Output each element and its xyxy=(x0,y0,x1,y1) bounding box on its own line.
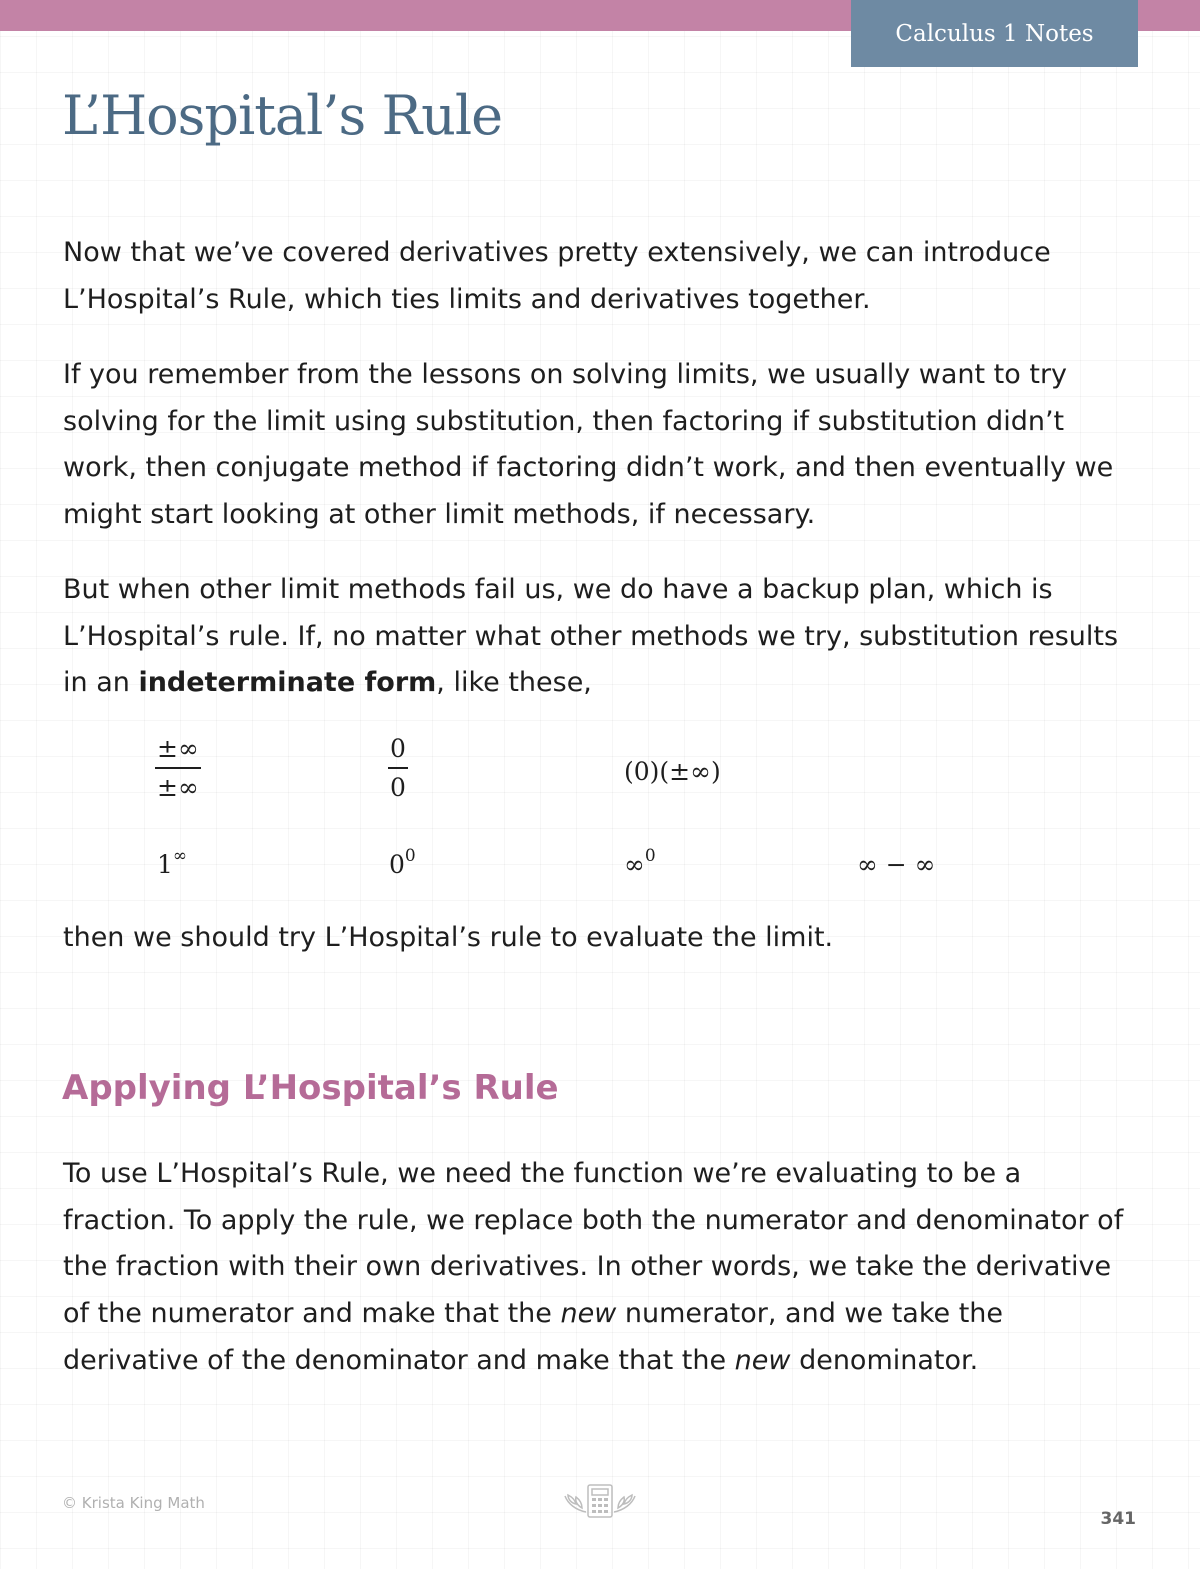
fraction-denominator: 0 xyxy=(388,767,408,802)
form-infinity-over-infinity xyxy=(155,734,201,802)
header-banner: Calculus 1 Notes xyxy=(851,0,1138,67)
page-title: L’Hospital’s Rule xyxy=(62,84,503,147)
p3-text-after: , like these, xyxy=(436,667,592,699)
fraction-numerator: ±∞ xyxy=(157,734,199,763)
power-exponent: 0 xyxy=(644,846,656,866)
emphasis-new-2: new xyxy=(734,1344,791,1376)
fraction-numerator: 0 xyxy=(390,734,406,763)
power-base: 0 xyxy=(389,850,405,879)
indeterminate-form-term: indeterminate form xyxy=(138,667,437,699)
form-infinity-minus-infinity: ∞ − ∞ xyxy=(857,850,936,879)
intro-paragraph-1: Now that we’ve covered derivatives pretty extensively, we can introduce L’Hospital’s Rule, which ties limits and derivatives together. xyxy=(63,237,1051,315)
form-zero-times-infinity: (0)(±∞) xyxy=(624,757,721,786)
intro-paragraph-4: then we should try L’Hospital’s rule to evaluate the limit. xyxy=(63,922,834,953)
power-base: 1 xyxy=(157,850,173,879)
form-zero-to-zero xyxy=(389,846,416,879)
form-infinity-to-zero xyxy=(624,846,656,879)
fraction-denominator: ±∞ xyxy=(155,767,201,802)
power-base: ∞ xyxy=(624,850,645,879)
power-exponent: ∞ xyxy=(172,846,188,866)
section-text-b: numerator, and we take the derivative of the denominator and make that the xyxy=(63,1298,1003,1376)
copyright-notice: © Krista King Math xyxy=(62,1494,205,1512)
form-zero-over-zero xyxy=(388,734,408,802)
section-paragraph-1 xyxy=(63,1151,1138,1385)
intro-paragraph-3 xyxy=(63,567,1138,707)
p3-text-before: But when other limit methods fail us, we do have a backup plan, which is L’Hospital’s rule. If, no matter what other methods we try, substitution results in an xyxy=(63,574,1119,699)
power-exponent: 0 xyxy=(404,846,416,866)
emphasis-new-1: new xyxy=(560,1298,617,1330)
page-number: 341 xyxy=(1100,1509,1136,1529)
intro-paragraph-2: If you remember from the lessons on solving limits, we usually want to try solving for the limit using substitution, then factoring if substitution didn’t work, then conjugate method if factoring didn’t work, and then eventually we might start looking at other limit methods, if necessary. xyxy=(63,359,1114,531)
section-heading: Applying L’Hospital’s Rule xyxy=(62,1068,559,1108)
form-one-to-infinity xyxy=(157,846,188,879)
section-text-c: denominator. xyxy=(790,1344,979,1376)
calculator-laurel-icon xyxy=(562,1478,638,1524)
section-text-a: To use L’Hospital’s Rule, we need the function we’re evaluating to be a fraction. To apply the rule, we replace both the numerator and denominator of the fraction with their own derivatives. In other words, we take the derivative of the numerator and make that the xyxy=(63,1158,1124,1330)
